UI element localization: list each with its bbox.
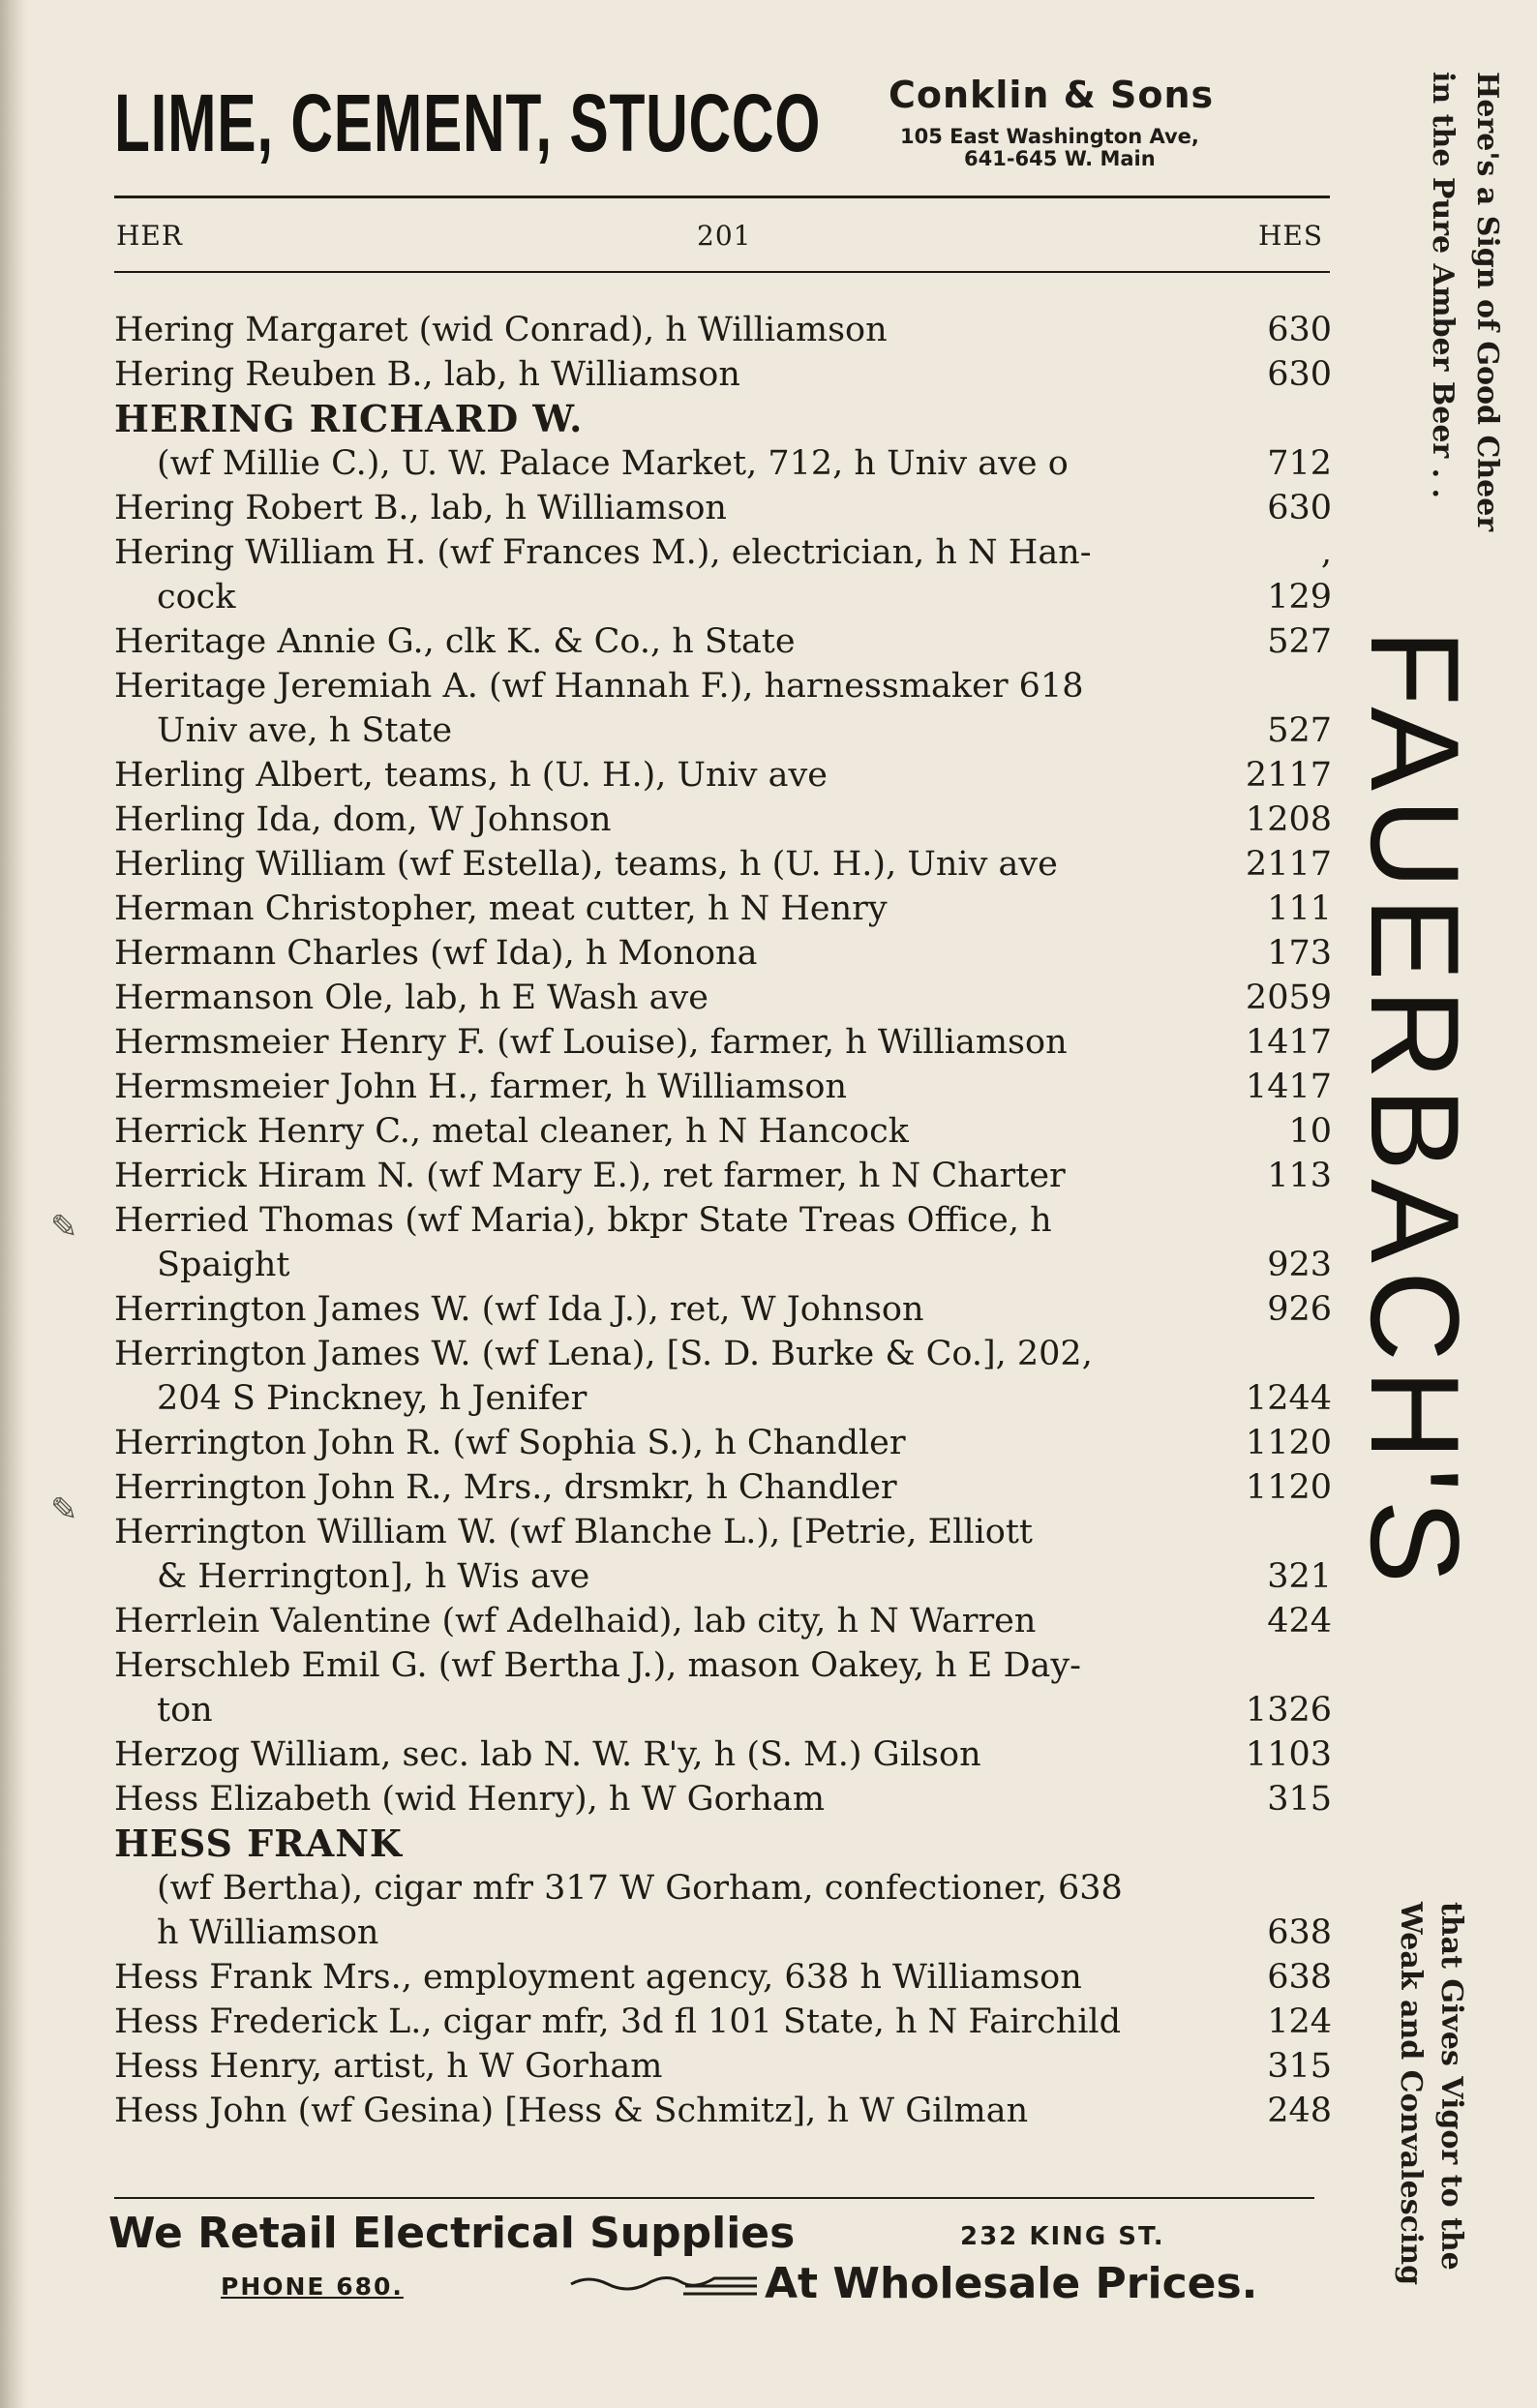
listing-number: 2117 xyxy=(1245,845,1332,884)
page-number: 201 xyxy=(697,220,752,252)
footer-ad-tagline: At Wholesale Prices. xyxy=(765,2259,1258,2308)
listing-text: Herzog William, sec. lab N. W. R'y, h (S. M.) Gilson xyxy=(114,1735,981,1774)
listing-text: & Herrington], h Wis ave xyxy=(157,1557,590,1596)
listing-line xyxy=(114,1376,1332,1421)
listing-line xyxy=(114,530,1332,575)
listing-text: Heritage Annie G., clk K. & Co., h State xyxy=(114,622,796,661)
listing-text: Hering Reuben B., lab, h Williamson xyxy=(114,355,740,394)
listing-number: 638 xyxy=(1267,1913,1332,1952)
listing-text: Herrington James W. (wf Ida J.), ret, W Johnson xyxy=(114,1290,924,1329)
listing-number: 321 xyxy=(1267,1557,1332,1596)
listing-text: Herried Thomas (wf Maria), bkpr State Treas Office, h xyxy=(114,1201,1052,1240)
listing-line xyxy=(114,441,1332,486)
listing-text: HERING RICHARD W. xyxy=(114,397,584,440)
listing-heading xyxy=(114,1821,1332,1866)
listing-number: 630 xyxy=(1267,311,1332,349)
listing-text: Univ ave, h State xyxy=(157,711,453,750)
page-gutter-shadow xyxy=(0,0,27,2408)
side-ad-top-line2: in the Pure Amber Beer . . xyxy=(1426,72,1460,499)
listing-line xyxy=(114,1198,1332,1243)
listing-number: 129 xyxy=(1267,578,1332,617)
listing-text: Herrick Hiram N. (wf Mary E.), ret farmer, h N Charter xyxy=(114,1157,1066,1195)
listing-number: 923 xyxy=(1267,1246,1332,1284)
listing-number: 424 xyxy=(1267,1602,1332,1640)
listing-number: 630 xyxy=(1267,355,1332,394)
listing-text: Hermann Charles (wf Ida), h Monona xyxy=(114,934,758,973)
listing-line xyxy=(114,1465,1332,1510)
listing-line xyxy=(114,887,1332,931)
listing-line xyxy=(114,708,1332,753)
listing-number: 1103 xyxy=(1245,1735,1332,1774)
listing-text: Hering Robert B., lab, h Williamson xyxy=(114,489,727,527)
listing-line xyxy=(114,619,1332,664)
listing-text: Herman Christopher, meat cutter, h N Henry xyxy=(114,889,888,928)
listing-line xyxy=(114,1287,1332,1332)
listing-text: Herschleb Emil G. (wf Bertha J.), mason Oakey, h E Day- xyxy=(114,1646,1082,1685)
footer-ad-phone: PHONE 680. xyxy=(221,2273,404,2301)
listing-text: Hess Frank Mrs., employment agency, 638 h Williamson xyxy=(114,1958,1082,1997)
listing-number: 1326 xyxy=(1245,1691,1332,1730)
listing-line xyxy=(114,1243,1332,1287)
listing-line xyxy=(114,1109,1332,1154)
listing-text: ton xyxy=(157,1691,213,1730)
listing-line xyxy=(114,1020,1332,1065)
listing-text: h Williamson xyxy=(157,1913,379,1952)
listing-text: Hess Henry, artist, h W Gorham xyxy=(114,2047,663,2086)
listing-line xyxy=(114,1510,1332,1554)
listing-number: 173 xyxy=(1267,934,1332,973)
listing-text: Herrick Henry C., metal cleaner, h N Hancock xyxy=(114,1112,909,1151)
listing-line xyxy=(114,1955,1332,2000)
listing-line xyxy=(114,1554,1332,1599)
listing-text: HESS FRANK xyxy=(114,1821,403,1865)
listing-line xyxy=(114,931,1332,976)
side-ad-bottom-line1: that Gives Vigor to the xyxy=(1434,1902,1468,2271)
listing-text: Hess John (wf Gesina) [Hess & Schmitz], h W Gilman xyxy=(114,2092,1029,2130)
listing-line xyxy=(114,1154,1332,1198)
side-ad-top xyxy=(1465,72,1508,575)
listing-line xyxy=(114,1732,1332,1777)
listing-line xyxy=(114,575,1332,619)
listing-text: Herrlein Valentine (wf Adelhaid), lab city, h N Warren xyxy=(114,1602,1037,1640)
listing-number: 2059 xyxy=(1245,978,1332,1017)
header-ad-headline: LIME, CEMENT, STUCCO xyxy=(114,77,822,168)
listing-text: Herling William (wf Estella), teams, h (U. H.), Univ ave xyxy=(114,845,1058,884)
listing-line xyxy=(114,1643,1332,1688)
listing-heading xyxy=(114,397,1332,441)
listing-number: 2117 xyxy=(1245,756,1332,795)
listing-line xyxy=(114,1777,1332,1821)
listing-text: Hermanson Ole, lab, h E Wash ave xyxy=(114,978,708,1017)
listing-number: 1417 xyxy=(1245,1068,1332,1106)
listing-number: 1120 xyxy=(1245,1424,1332,1462)
footer-rule xyxy=(114,2197,1314,2199)
listing-number: 113 xyxy=(1267,1157,1332,1195)
listing-number: 315 xyxy=(1267,2047,1332,2086)
listing-text: (wf Bertha), cigar mfr 317 W Gorham, confectioner, 638 xyxy=(157,1869,1123,1908)
listing-line xyxy=(114,753,1332,798)
listing-line xyxy=(114,1332,1332,1376)
listing-number: 315 xyxy=(1267,1780,1332,1819)
listing-number: 248 xyxy=(1267,2092,1332,2130)
listing-line xyxy=(114,1911,1332,1955)
running-head-left: HER xyxy=(116,220,183,252)
side-ad-brand: FAUERBACH'S xyxy=(1344,629,1486,1592)
footer-ad-headline: We Retail Electrical Supplies xyxy=(108,2209,796,2258)
listing-number: 111 xyxy=(1267,889,1332,928)
listing-text: Herrington John R., Mrs., drsmkr, h Chandler xyxy=(114,1468,897,1507)
running-head-right: HES xyxy=(1258,220,1324,252)
header-ad-address-2: 641-645 W. Main xyxy=(964,147,1156,170)
listing-text: Hess Elizabeth (wid Henry), h W Gorham xyxy=(114,1780,826,1819)
header-ad-company: Conklin & Sons xyxy=(889,74,1215,116)
header-ad-address-1: 105 East Washington Ave, xyxy=(900,125,1199,148)
listing-number: 1208 xyxy=(1245,800,1332,839)
listing-number: 638 xyxy=(1267,1958,1332,1997)
listing-line xyxy=(114,2000,1332,2044)
listing-text: Hermsmeier Henry F. (wf Louise), farmer, h Williamson xyxy=(114,1023,1068,1062)
listing-text: cock xyxy=(157,578,236,617)
listing-number: 10 xyxy=(1288,1112,1332,1151)
listing-text: Heritage Jeremiah A. (wf Hannah F.), harnessmaker 618 xyxy=(114,667,1084,706)
listing-text: Herrington John R. (wf Sophia S.), h Chandler xyxy=(114,1424,906,1462)
listing-line xyxy=(114,308,1332,352)
listing-text: (wf Millie C.), U. W. Palace Market, 712, h Univ ave o xyxy=(157,444,1069,483)
listing-number: , xyxy=(1320,533,1332,572)
directory-listings xyxy=(114,308,1332,2133)
header-rule-top xyxy=(114,196,1330,198)
listing-line xyxy=(114,352,1332,397)
listing-text: Hering William H. (wf Frances M.), electrician, h N Han- xyxy=(114,533,1092,572)
side-ad-top-line1: Here's a Sign of Good Cheer xyxy=(1470,72,1504,532)
footer-ad-address: 232 KING ST. xyxy=(960,2222,1165,2251)
listing-line xyxy=(114,976,1332,1020)
listing-text: Spaight xyxy=(157,1246,290,1284)
listing-line xyxy=(114,842,1332,887)
listing-number: 527 xyxy=(1267,711,1332,750)
listing-number: 527 xyxy=(1267,622,1332,661)
listing-line xyxy=(114,486,1332,530)
listing-text: Herling Ida, dom, W Johnson xyxy=(114,800,612,839)
listing-text: 204 S Pinckney, h Jenifer xyxy=(157,1379,588,1418)
margin-pencil-mark: ✎ xyxy=(50,1490,78,1529)
listing-number: 124 xyxy=(1267,2002,1332,2041)
margin-pencil-mark: ✎ xyxy=(50,1208,78,1247)
listing-text: Herrington James W. (wf Lena), [S. D. Burke & Co.], 202, xyxy=(114,1335,1093,1373)
listing-line xyxy=(114,798,1332,842)
listing-text: Hermsmeier John H., farmer, h Williamson xyxy=(114,1068,848,1106)
listing-line xyxy=(114,1065,1332,1109)
listing-number: 1417 xyxy=(1245,1023,1332,1062)
listing-line xyxy=(114,1688,1332,1732)
side-ad-top-2 xyxy=(1421,72,1463,575)
listing-line xyxy=(114,1421,1332,1465)
listing-line xyxy=(114,2089,1332,2133)
listing-line xyxy=(114,1599,1332,1643)
listing-number: 630 xyxy=(1267,489,1332,527)
flourish-ornament xyxy=(569,2265,759,2300)
listing-number: 1120 xyxy=(1245,1468,1332,1507)
side-ad-bottom xyxy=(1365,1902,1471,2347)
listing-line xyxy=(114,2044,1332,2089)
listing-text: Herrington William W. (wf Blanche L.), [Petrie, Elliott xyxy=(114,1513,1033,1551)
listing-number: 926 xyxy=(1267,1290,1332,1329)
listing-text: Hering Margaret (wid Conrad), h Williamson xyxy=(114,311,888,349)
listing-line xyxy=(114,664,1332,708)
listing-number: 1244 xyxy=(1245,1379,1332,1418)
header-rule-bottom xyxy=(114,271,1330,273)
listing-number: 712 xyxy=(1267,444,1332,483)
listing-line xyxy=(114,1866,1332,1911)
listing-text: Hess Frederick L., cigar mfr, 3d fl 101 State, h N Fairchild xyxy=(114,2002,1122,2041)
side-ad-bottom-line2: Weak and Convalescing xyxy=(1394,1902,1428,2286)
listing-text: Herling Albert, teams, h (U. H.), Univ ave xyxy=(114,756,828,795)
